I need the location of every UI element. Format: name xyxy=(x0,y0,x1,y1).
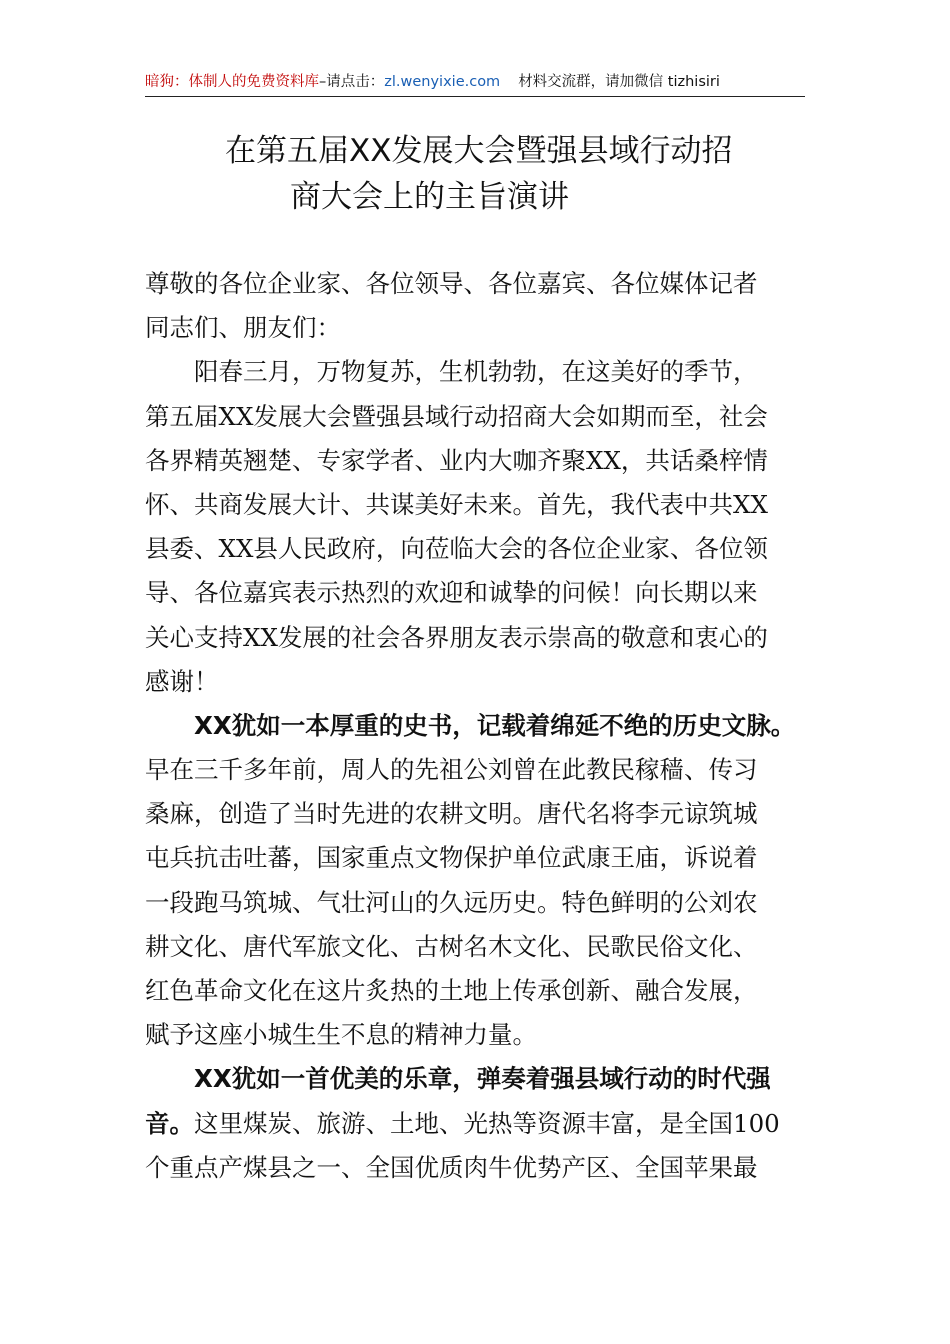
document-title xyxy=(145,128,805,220)
p2-line-5: 耕文化、唐代军旅文化、古树名木文化、民歌民俗文化、 xyxy=(145,931,758,961)
p2-line-1: 早在三千多年前，周人的先祖公刘曾在此教民稼穑、传习 xyxy=(145,755,758,785)
p2-line-6: 红色革命文化在这片炙热的土地上传承创新、融合发展， xyxy=(145,976,758,1005)
p1-line-8: 感谢！ xyxy=(145,666,219,696)
salutation-line-1: 尊敬的各位企业家、各位领导、各位嘉宾、各位媒体记者 xyxy=(145,269,758,298)
p2-line-3: 屯兵抗击吐蕃，国家重点文物保护单位武康王庙，诉说着 xyxy=(145,843,758,873)
p2-line-2: 桑麻，创造了当时先进的农耕文明。唐代名将李元谅筑城 xyxy=(145,799,758,829)
p1-line-5: 县委、XX县人民政府，向莅临大会的各位企业家、各位领 xyxy=(145,534,768,564)
document-body xyxy=(145,262,825,1190)
page-header xyxy=(145,68,805,97)
p1-line-3: 各界精英翘楚、专家学者、业内大咖齐聚XX，共话桑梓情 xyxy=(145,445,768,475)
p3-line-2 xyxy=(145,1102,825,1146)
p3-line-2-rest: 这里煤炭、旅游、土地、光热等资源丰富，是全国100 xyxy=(194,1108,780,1138)
header-site-name: 暗狗：体制人的免费资料库 xyxy=(145,74,319,90)
p3-heading-line-2: 音。 xyxy=(145,1108,194,1138)
p3-heading-line-1: XX犹如一首优美的乐章，弹奏着强县域行动的时代强 xyxy=(194,1064,771,1094)
p1-line-7: 关心支持XX发展的社会各界朋友表示崇高的敬意和衷心的 xyxy=(145,622,768,652)
p3-line-3: 个重点产煤县之一、全国优质肉牛优势产区、全国苹果最 xyxy=(145,1152,758,1182)
p1-line-1: 阳春三月，万物复苏，生机勃勃，在这美好的季节， xyxy=(194,357,758,387)
header-url-link[interactable]: zl.wenyixie.com xyxy=(384,74,501,90)
p2-line-7: 赋予这座小城生生不息的精神力量。 xyxy=(145,1020,537,1050)
p1-line-4: 怀、共商发展大计、共谋美好未来。首先，我代表中共XX xyxy=(145,489,768,519)
p2-line-4: 一段跑马筑城、气壮河山的久远历史。特色鲜明的公刘农 xyxy=(145,887,758,917)
title-line-1: 在第五届XX发展大会暨强县域行动招 xyxy=(225,133,733,169)
p1-line-2: 第五届XX发展大会暨强县域行动招商大会如期而至，社会 xyxy=(145,401,768,431)
salutation-line-2: 同志们、朋友们： xyxy=(145,313,341,343)
header-click-label: –请点击： xyxy=(319,74,385,90)
p1-line-6: 导、各位嘉宾表示热烈的欢迎和诚挚的问候！向长期以来 xyxy=(145,578,758,608)
title-line-2: 商大会上的主旨演讲 xyxy=(290,179,569,215)
p2-heading: XX犹如一本厚重的史书，记载着绵延不绝的历史文脉。 xyxy=(194,710,796,740)
header-wechat-note: 材料交流群，请加微信 tizhisiri xyxy=(518,74,720,90)
